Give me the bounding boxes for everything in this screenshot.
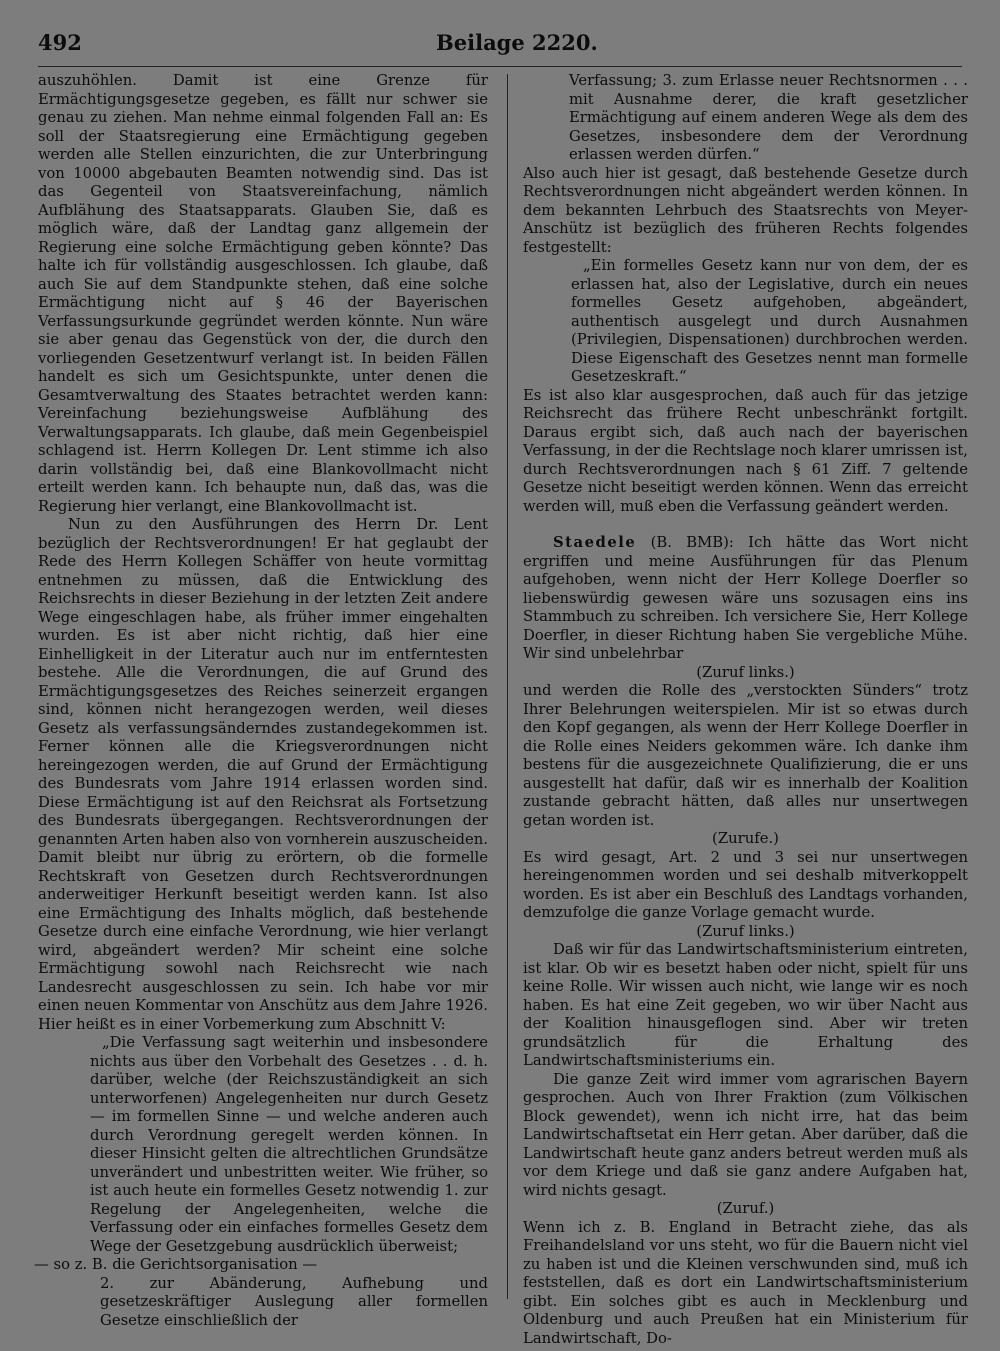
paragraph: Die ganze Zeit wird immer vom agrarischen Bayern gesprochen. Auch von Ihrer Fraktion (zum Völkischen Block gewendet), wenn ich nicht irre, hat das beim Landwirtschaftsetat ein Herr getan. Aber darüber, daß die Landwirtschaft heute ganz anders betreut werden muß als vor dem Kriege und daß sie ganz andere Aufgaben hat, wird nichts gesagt. <box>523 1070 968 1199</box>
column-divider <box>507 74 508 1299</box>
header-rule <box>38 66 962 67</box>
quotation-item: 2. zur Abänderung, Aufhebung und gesetzeskräftiger Auslegung aller formellen Gesetze einschließlich der <box>100 1274 488 1329</box>
left-column <box>34 72 488 1330</box>
page-header <box>38 30 962 62</box>
right-column <box>523 72 968 1348</box>
quotation: „Ein formelles Gesetz kann nur von dem, der es erlassen hat, also der Legislative, durch ein neues formelles Gesetz aufgehoben, abgeändert, authentisch ausgelegt und durch Ausnahmen (Privilegien, Dispensationen) durchbrochen werden. Diese Eigenschaft des Gesetzes nennt man formelle Gesetzeskraft.“ <box>571 257 968 385</box>
paragraph: Es ist also klar ausgesprochen, daß auch für das jetzige Reichsrecht das frühere Recht unbeschränkt fortgilt. Daraus ergibt sich, daß auch nach der bayerischen Verfassung, in der die Rechtslage noch klarer umrissen ist, durch Rechtsverordnungen nach § 61 Ziff. 7 geltende Gesetze nicht beseitigt werden können. Wenn das erreicht werden will, muß eben die Verfassung geändert werden. <box>523 386 968 515</box>
paragraph: Also auch hier ist gesagt, daß bestehende Gesetze durch Rechtsverordnungen nicht abgeändert werden können. In dem bekannten Lehrbuch des Staatsrechts von Meyer-Anschütz ist bezüglich des früheren Rechts folgendes festgestellt: <box>523 164 968 256</box>
quotation: „Die Verfassung sagt weiterhin und insbesondere nichts aus über den Vorbehalt des Gesetzes . . d. h. darüber, welche (der Reichszuständigkeit an sich unterworfenen) Angelegenheiten nur durch Gesetz — im formellen Sinne — und welche anderen auch durch Verordnung geregelt werden können. In dieser Hinsicht gelten die altrechtlichen Grundsätze unverändert und unbestritten weiter. Wie früher, so ist auch heute ein formelles Gesetz notwendig 1. zur Regelung der Angelegenheiten, welche die Verfassung oder ein einfaches formelles Gesetz dem Wege der Gesetzgebung ausdrücklich überweist; <box>90 1034 488 1255</box>
spacer <box>523 516 968 534</box>
interjection: (Zurufe.) <box>712 830 779 847</box>
paragraph: und werden die Rolle des „verstockten Sünders“ trotz Ihrer Belehrungen weiterspielen. Mir ist so etwas durch den Kopf gegangen, als wenn der Herr Kollege Doerfler in die Rolle eines Neiders gekommen wäre. Ich danke ihm bestens für die ausgezeichnete Qualifizierung, die er uns ausgestellt hat dafür, daß wir es innerhalb der Koalition zustande gebracht hätten, daß alles nur unsertwegen getan worden ist. <box>523 682 968 829</box>
supplement-title: Beilage 2220. <box>436 30 598 55</box>
paragraph: Wenn ich z. B. England in Betracht ziehe, das als Freihandelsland vor uns steht, wo für die Bauern nicht viel zu haben ist und die Kleinen verschwunden sind, muß ich feststellen, daß es dort ein Landwirtschaftsministerium gibt. Ein solches gibt es auch in Mecklenburg und Oldenburg und auch Preußen hat ein Ministerium für Landwirtschaft, Do- <box>523 1218 968 1347</box>
speech-text: (B. BMB): Ich hätte das Wort nicht ergriffen und meine Ausführungen für das Plenum aufgehoben, wenn nicht der Herr Kollege Doerfler so liebenswürdig gewesen wäre uns sozusagen eins ins Stammbuch zu schreiben. Ich versichere Sie, Herr Kollege Doerfler, in dieser Richtung haben Sie vergebliche Mühe. Wir sind unbelehrbar <box>523 534 968 662</box>
interjection: (Zuruf links.) <box>696 663 795 681</box>
paragraph: auszuhöhlen. Damit ist eine Grenze für Ermächtigungsgesetze gegeben, es fällt nur schwer sie genau zu ziehen. Man nehme einmal folgenden Fall an: Es soll der Staatsregierung eine Ermächtigung gegeben werden alle Stellen einzurichten, die zur Unterbringung von 10000 abgebauten Beamten notwendig sind. Das ist das Gegenteil von Staatsvereinfachung, nämlich Aufblähung des Staatsapparats. Glauben Sie, daß es möglich wäre, daß der Landtag ganz allgemein der Regierung eine solche Ermächtigung geben könnte? Das halte ich für vollständig ausgeschlossen. Ich glaube, daß auch Sie auf dem Standpunkte stehen, daß eine solche Ermächtigung nicht auf § 46 der Bayerischen Verfassungsurkunde gegründet werden könnte. Nun wäre sie aber genau das Gegenstück von der, die durch den vorliegenden Gesetzentwurf verlangt ist. In beiden Fällen handelt es sich um Gesichtspunkte, unter denen die Gesamtverwaltung des Staates betrachtet werden kann: Vereinfachung beziehungsweise Aufblähung des Verwaltungsapparats. Ich glaube, daß mein Gegenbeispiel schlagend ist. Herrn Kollegen Dr. Lent stimme ich also darin vollständig bei, daß eine Blankovollmacht nicht erteilt werden kann. Ich behaupte nun, daß das, was die Regierung hier verlangt, eine Blankovollmacht ist. <box>38 72 488 515</box>
paragraph: Es wird gesagt, Art. 2 und 3 sei nur unsertwegen hereingenommen worden und sei deshalb mitverkoppelt worden. Es ist aber ein Beschluß des Landtags vorhanden, demzufolge die ganze Vorlage gemacht wurde. <box>523 848 968 921</box>
speech-paragraph <box>523 534 968 664</box>
quotation-aside: — so z. B. die Gerichtsorganisation — <box>34 1256 318 1273</box>
page-number: 492 <box>38 30 82 55</box>
quotation-continued: Verfassung; 3. zum Erlasse neuer Rechtsnormen . . . mit Ausnahme derer, die kraft gesetzlicher Ermächtigung auf einem anderen Wege als dem des Gesetzes, insbesondere dem der Verordnung erlassen werden dürfen.“ <box>569 72 968 163</box>
interjection: (Zuruf links.) <box>696 922 795 940</box>
paragraph: Daß wir für das Landwirtschaftsministerium eintreten, ist klar. Ob wir es besetzt haben oder nicht, spielt für uns keine Rolle. Wir wissen auch nicht, wie lange wir es noch haben. Es hat eine Zeit gegeben, wo wir über Nacht aus der Koalition hinausgeflogen sind. Aber wir treten grundsätzlich für die Erhaltung des Landwirtschaftsministeriums ein. <box>523 941 968 1069</box>
interjection: (Zuruf.) <box>716 1200 775 1217</box>
speaker-name: Staedele <box>553 534 637 551</box>
paragraph: Nun zu den Ausführungen des Herrn Dr. Lent bezüglich der Rechtsverordnungen! Er hat geglaubt der Rede des Herrn Kollegen Schäffer von heute vormittag entnehmen zu müssen, daß die Entwicklung des Reichsrechts in dieser Beziehung in der letzten Zeit andere Wege eingeschlagen habe, als früher immer eingehalten wurden. Es ist aber nicht richtig, daß hier eine Einhelligkeit in der Literatur auch nur im entferntesten bestehe. Alle die Verordnungen, die auf Grund des Ermächtigungsgesetzes des Reiches seinerzeit ergangen sind, können nicht herangezogen werden, weil dieses Gesetz als verfassungsänderndes zustandegekommen ist. Ferner können alle die Kriegsverordnungen nicht hereingezogen werden, die auf Grund der Ermächtigung des Bundesrats vom Jahre 1914 erlassen worden sind. Diese Ermächtigung ist auf den Reichsrat als Fortsetzung des Bundesrats übergegangen. Rechtsverordnungen der genannten Arten haben also von vornherein auszuscheiden. Damit bleibt nur übrig zu erörtern, ob die formelle Rechtskraft von Gesetzen durch Rechtsverordnungen anderweitiger Herkunft beseitigt werden kann. Ist also eine Ermächtigung des Inhalts möglich, daß bestehende Gesetze durch eine einfache Verordnung, wie hier verlangt wird, abgeändert werden? Mir scheint eine solche Ermächtigung sowohl nach Reichsrecht wie nach Landesrecht ausgeschlossen zu sein. Ich habe vor mir einen neuen Kommentar von Anschütz aus dem Jahre 1926. Hier heißt es in einer Vorbemerkung zum Abschnitt V: <box>38 516 488 1033</box>
